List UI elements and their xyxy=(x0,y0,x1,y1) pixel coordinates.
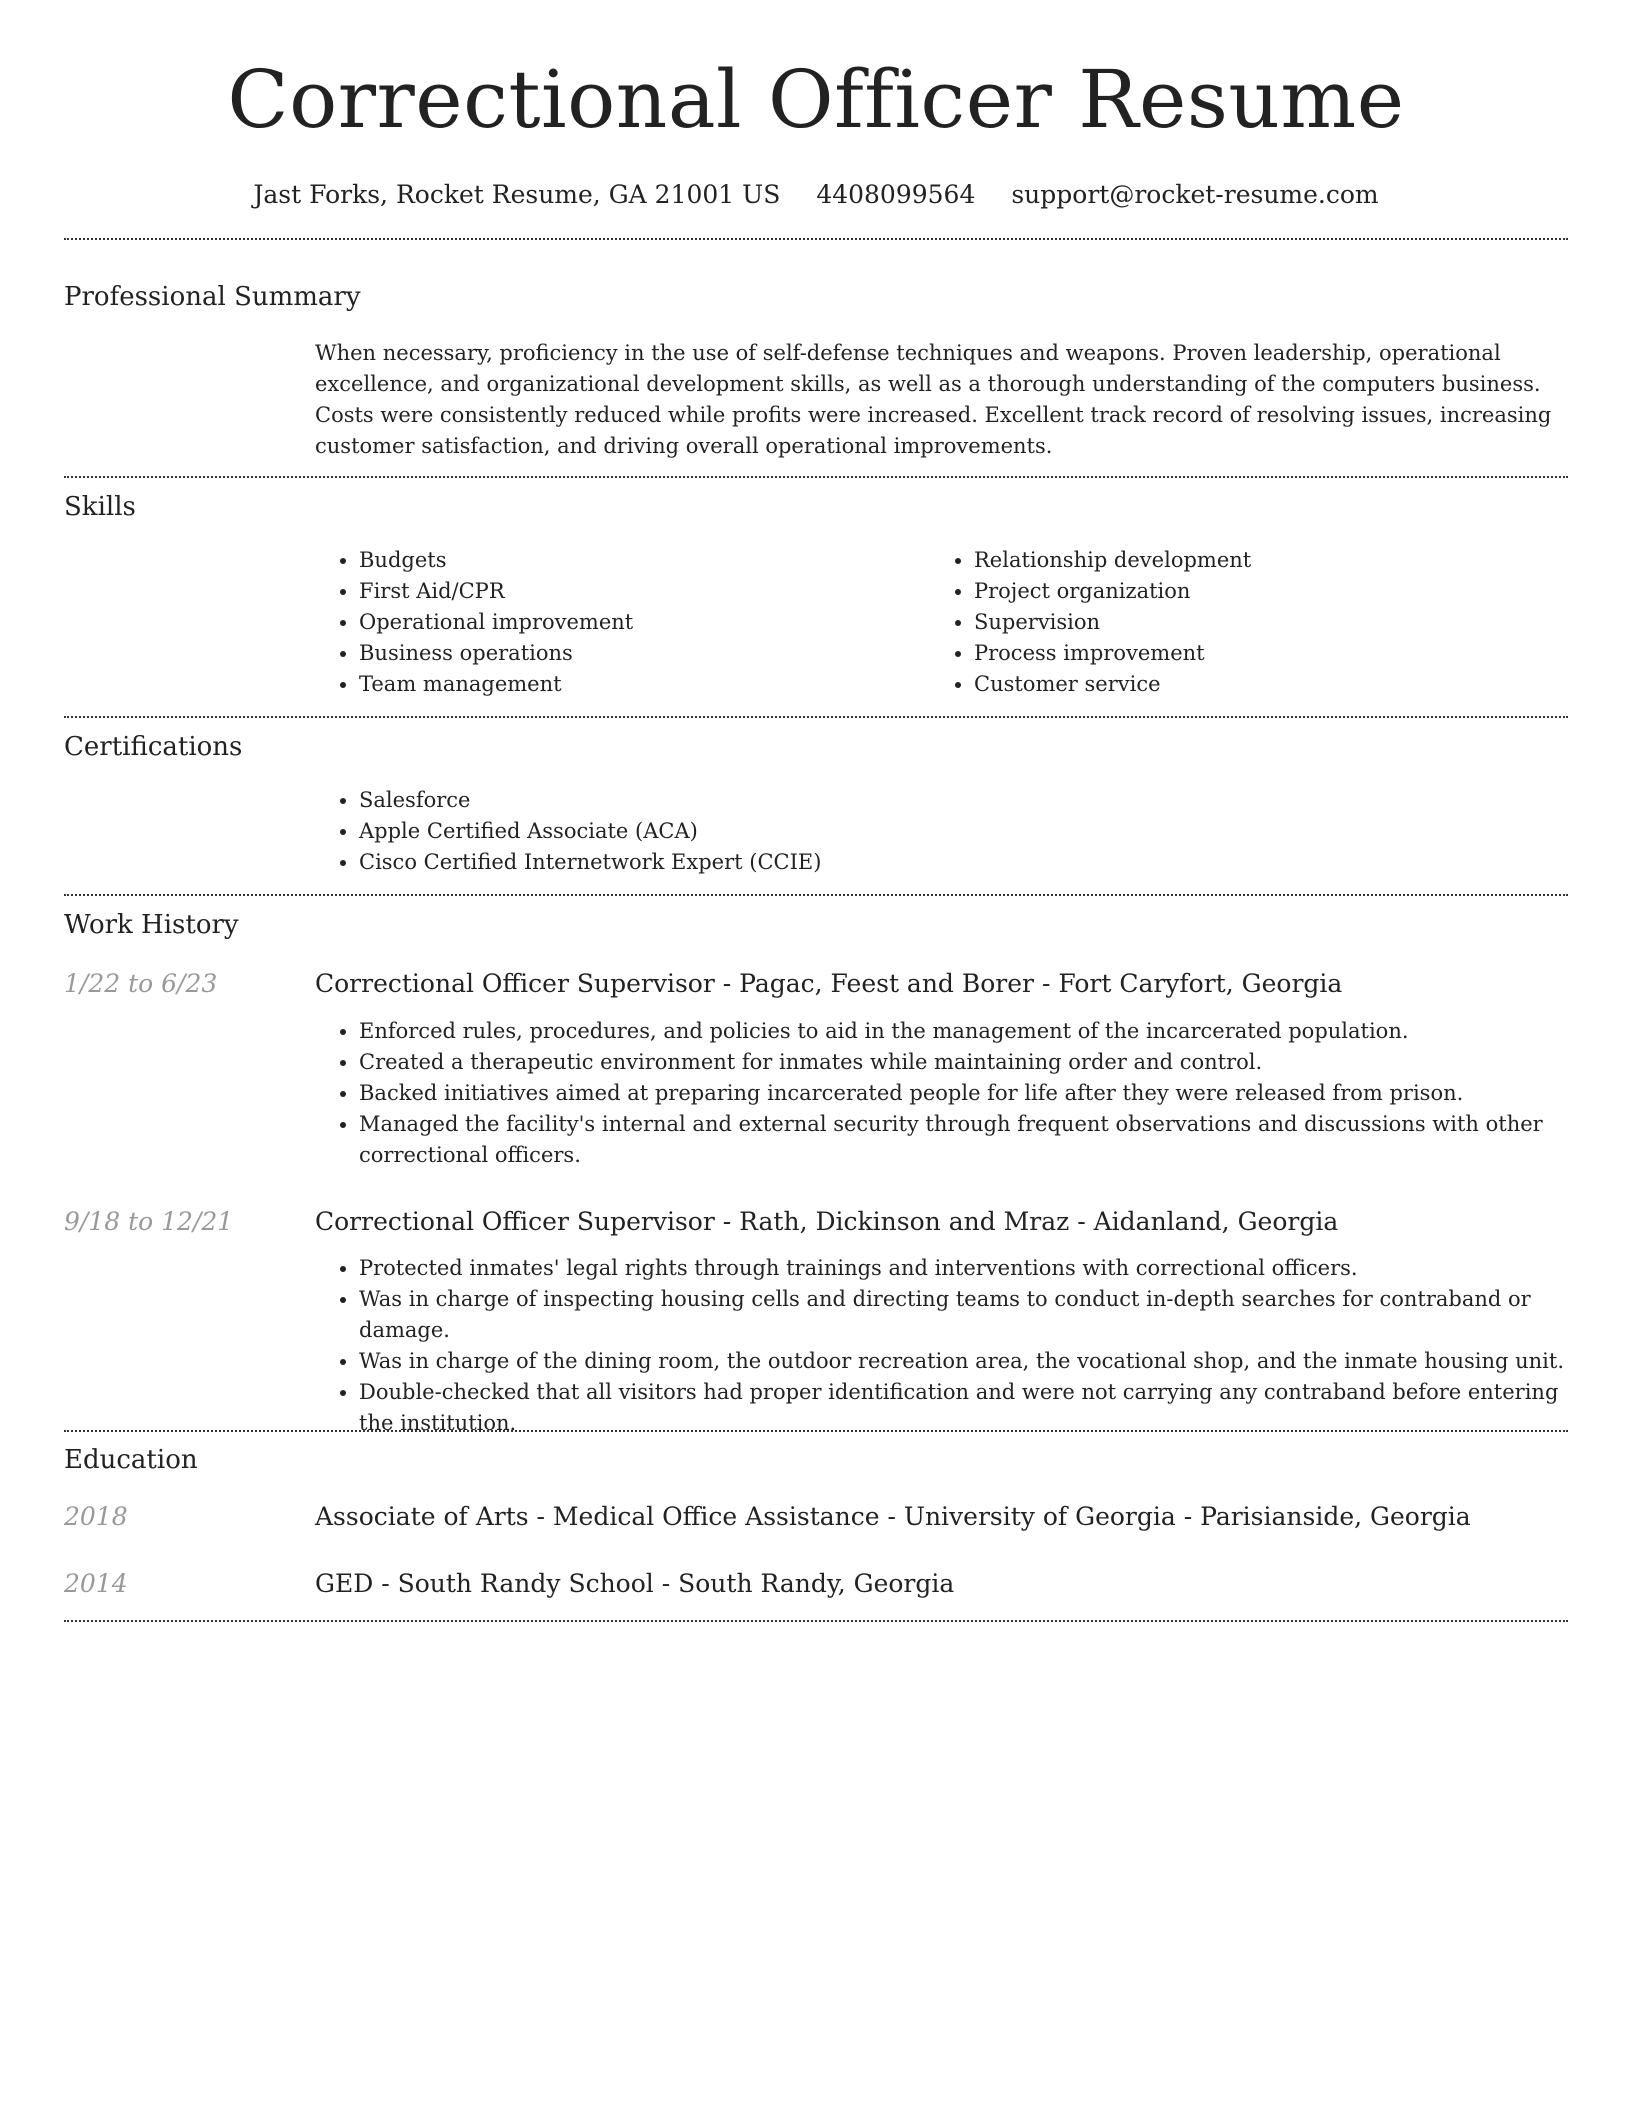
job-title: Correctional Officer Supervisor - Rath, Dickinson and Mraz - Aidanland, Georgia xyxy=(315,1207,1339,1236)
education-year: 2014 xyxy=(64,1569,128,1598)
education-entry xyxy=(315,1567,1568,1601)
list-item: • Enforced rules, procedures, and policies to aid in the management of the incarcerated population. xyxy=(359,1016,1568,1047)
job-dates: 1/22 to 6/23 xyxy=(64,969,218,998)
page-title: Correctional Officer Resume xyxy=(227,53,1405,146)
job-title: Correctional Officer Supervisor - Pagac, Feest and Borer - Fort Caryfort, Georgia xyxy=(315,969,1343,998)
job-dates: 9/18 to 12/21 xyxy=(64,1207,234,1236)
skills-section xyxy=(315,545,1568,705)
list-item: • Was in charge of inspecting housing cells and directing teams to conduct in-depth searches for contraband or damage. xyxy=(359,1284,1568,1346)
list-item: • Backed initiatives aimed at preparing incarcerated people for life after they were released from prison. xyxy=(359,1078,1568,1109)
resume-header xyxy=(0,0,1632,212)
list-item: • Salesforce xyxy=(359,785,1568,816)
job-entry xyxy=(315,1205,1568,1439)
list-item: • Cisco Certified Internetwork Expert (CCIE) xyxy=(359,847,1568,878)
list-item: • Team management xyxy=(359,669,915,700)
divider xyxy=(64,476,1568,478)
summary-text: When necessary, proficiency in the use of self-defense techniques and weapons. Proven leadership, operational excellence, and organizational development skills, as well as a thorough understanding of the computers business. Costs were consistently reduced while profits were increased. Excellent track record of resolving issues, increasing customer satisfaction, and driving overall operational improvements. xyxy=(315,341,1552,458)
list-item: • Relationship development xyxy=(974,545,1530,576)
list-item: • Was in charge of the dining room, the outdoor recreation area, the vocational shop, and the inmate housing unit. xyxy=(359,1346,1568,1377)
list-item: • First Aid/CPR xyxy=(359,576,915,607)
contact-address: Jast Forks, Rocket Resume, GA 21001 US xyxy=(253,180,781,209)
contact-phone: 4408099564 xyxy=(816,180,976,209)
section-heading-certifications: Certifications xyxy=(64,732,243,762)
education-year: 2018 xyxy=(64,1502,128,1531)
list-item: • Process improvement xyxy=(974,638,1530,669)
contact-email: support@rocket-resume.com xyxy=(1011,180,1379,209)
divider xyxy=(64,894,1568,896)
education-entry xyxy=(315,1500,1568,1534)
list-item: • Budgets xyxy=(359,545,915,576)
list-item: • Supervision xyxy=(974,607,1530,638)
section-heading-work-history: Work History xyxy=(64,910,239,940)
skills-column-right xyxy=(930,545,1530,700)
education-title: Associate of Arts - Medical Office Assistance - University of Georgia - Parisianside, Georgia xyxy=(315,1502,1471,1531)
contact-line xyxy=(0,178,1632,212)
list-item: • Created a therapeutic environment for inmates while maintaining order and control. xyxy=(359,1047,1568,1078)
divider xyxy=(64,1430,1568,1432)
certifications-section xyxy=(315,785,1568,878)
list-item: • Business operations xyxy=(359,638,915,669)
list-item: • Managed the facility's internal and external security through frequent observations and discussions with other correctional officers. xyxy=(359,1109,1568,1171)
list-item: • Double-checked that all visitors had proper identification and were not carrying any contraband before entering the institution. xyxy=(359,1377,1568,1439)
section-heading-skills: Skills xyxy=(64,492,136,522)
list-item: • Apple Certified Associate (ACA) xyxy=(359,816,1568,847)
divider xyxy=(64,716,1568,718)
divider xyxy=(64,238,1568,240)
skills-column-left xyxy=(315,545,915,700)
list-item: • Customer service xyxy=(974,669,1530,700)
job-entry xyxy=(315,967,1568,1171)
divider xyxy=(64,1620,1568,1622)
summary-section xyxy=(315,338,1568,462)
education-title: GED - South Randy School - South Randy, Georgia xyxy=(315,1569,955,1598)
list-item: • Operational improvement xyxy=(359,607,915,638)
section-heading-summary: Professional Summary xyxy=(64,282,361,312)
list-item: • Protected inmates' legal rights through trainings and interventions with correctional officers. xyxy=(359,1253,1568,1284)
list-item: • Project organization xyxy=(974,576,1530,607)
section-heading-education: Education xyxy=(64,1445,198,1475)
